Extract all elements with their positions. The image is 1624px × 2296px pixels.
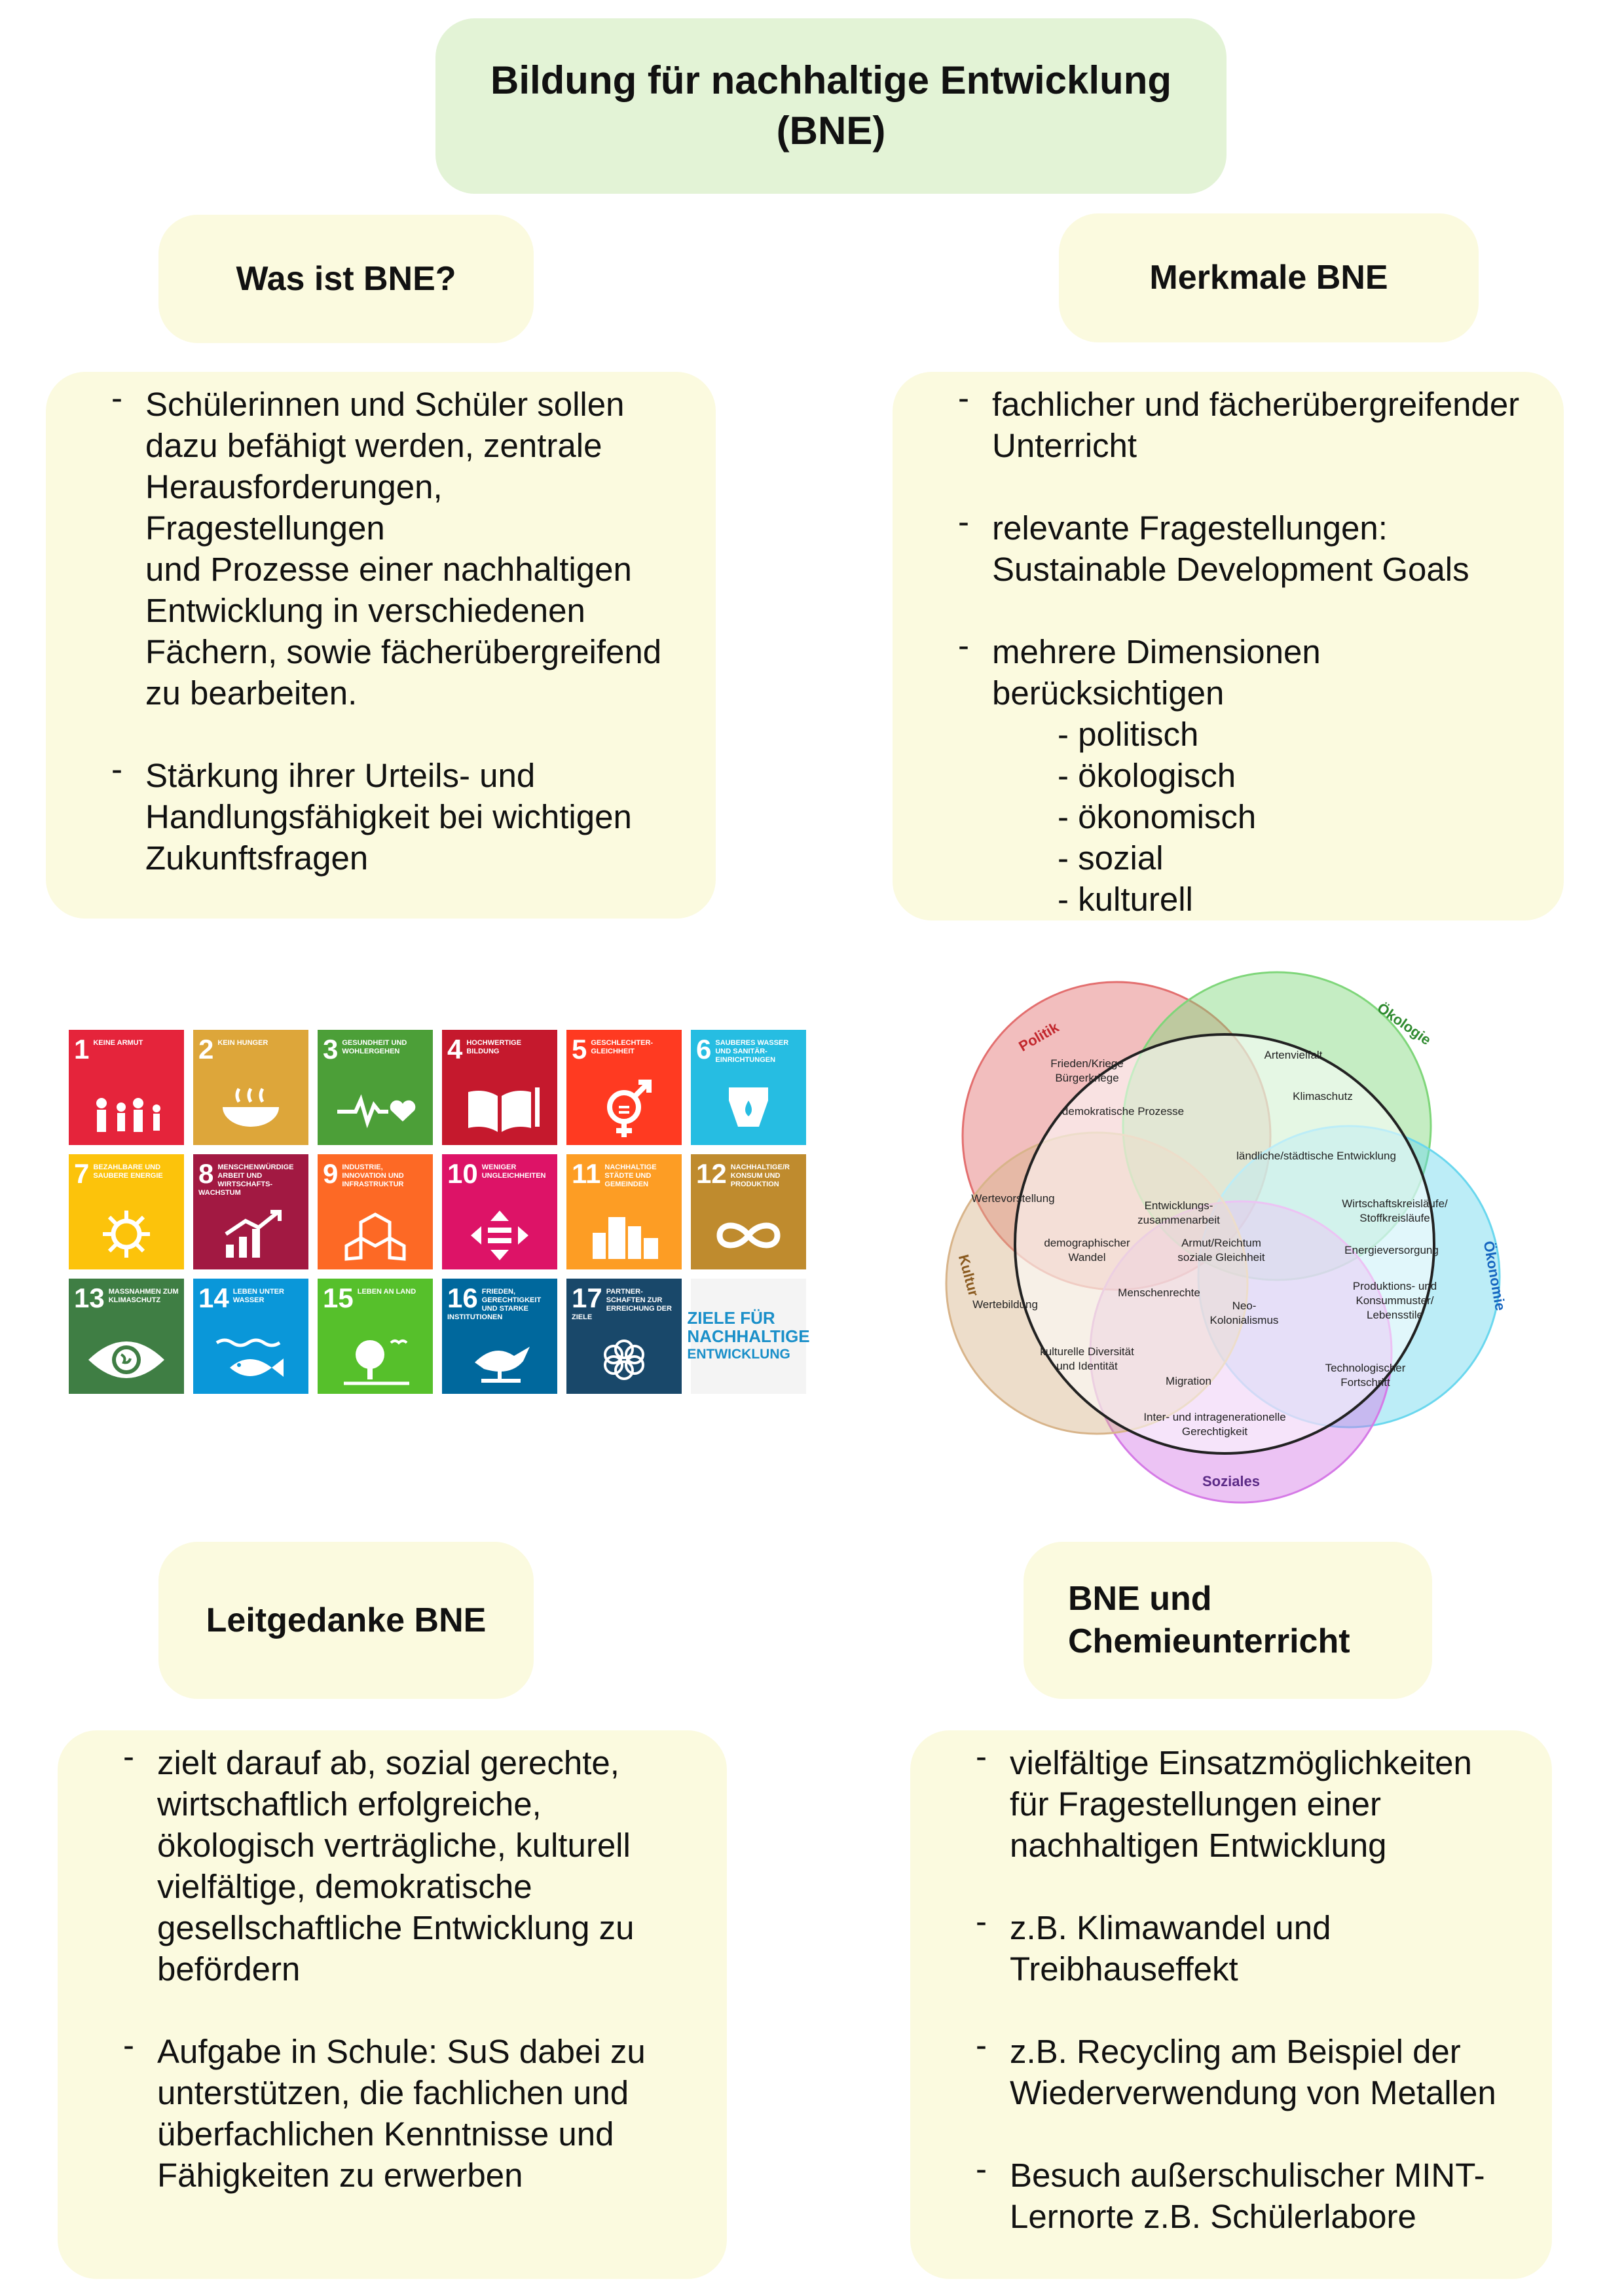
sdg-tile-number: 14 (198, 1283, 229, 1313)
topic-label: Bürgerkriege (1055, 1072, 1119, 1084)
dimension-label: Politik (1016, 1019, 1062, 1055)
flower-icon (566, 1279, 682, 1394)
sdg-tile-12 (691, 1154, 806, 1269)
list-item-line: - z.B. Klimawandel und (1010, 1909, 1331, 1946)
sdg-tile-4 (442, 1030, 557, 1145)
sdg-tile-number: 1 (74, 1034, 90, 1065)
list-leitgedanke-bne (84, 1742, 701, 2196)
cubes-icon (318, 1154, 433, 1269)
sdg-tile-label: FRIEDEN, GERECHTIGKEIT UND STARKE INSTITUTIONEN (447, 1288, 542, 1321)
sdg-tile-number: 13 (74, 1283, 105, 1313)
list-item (72, 384, 690, 714)
content-bne-chemie (910, 1730, 1552, 2279)
list-item-line: - fachlicher und fächerübergreifender (992, 386, 1520, 423)
heartbeat-icon (318, 1030, 433, 1145)
topic-label: ländliche/städtische Entwicklung (1236, 1150, 1396, 1162)
sdg-tile-label: NACHHALTIGE STÄDTE UND GEMEINDEN (604, 1163, 657, 1188)
list-item (84, 1742, 701, 1990)
list-item-line: gesellschaftliche Entwicklung zu (157, 1909, 635, 1946)
list-item-line: zu bearbeiten. (145, 674, 358, 712)
title-box (435, 18, 1227, 194)
list-item-line: Handlungsfähigkeit bei wichtigen (145, 798, 632, 835)
list-item-line: - Besuch außerschulischer MINT- (1010, 2157, 1485, 2194)
sdg-tile-label: SAUBERES WASSER UND SANITÄR-EINRICHTUNGEN (715, 1039, 789, 1064)
list-item-line: - mehrere Dimensionen (992, 633, 1321, 670)
sdg-tile-8 (193, 1154, 308, 1269)
list-item (936, 1907, 1526, 1990)
topic-label: Kolonialismus (1209, 1314, 1279, 1326)
dimension-label: Kultur (955, 1252, 982, 1298)
sdg-tile-number: 5 (572, 1034, 587, 1065)
topic-label: Migration (1166, 1375, 1211, 1387)
sdg-tile-13 (69, 1279, 184, 1394)
sdg-tile-10 (442, 1154, 557, 1269)
list-was-ist-bne (72, 384, 690, 879)
list-item-line: Wiederverwendung von Metallen (1010, 2074, 1496, 2111)
heading-merkmale-bne-label: Merkmale BNE (1149, 259, 1388, 297)
sdg-tile-number: 6 (696, 1034, 712, 1065)
dimension-label: Ökologie (1374, 999, 1435, 1049)
bowl-icon (193, 1030, 308, 1145)
sdg-tile-number: 15 (323, 1283, 354, 1313)
tree-icon (318, 1279, 433, 1394)
topic-label: Wertebildung (972, 1298, 1038, 1311)
list-item-line: Sustainable Development Goals (992, 551, 1469, 588)
list-item-line: wirtschaftlich erfolgreiche, (157, 1785, 542, 1823)
topic-label: Entwicklungs- (1144, 1199, 1213, 1212)
infinity-icon (691, 1154, 806, 1269)
list-item-line: befördern (157, 1950, 301, 1988)
topic-label: demokratische Prozesse (1061, 1105, 1185, 1118)
sdg-tile-label: MENSCHENWÜRDIGE ARBEIT UND WIRTSCHAFTS-WACHSTUM (198, 1163, 294, 1197)
sdg-tile-number: 8 (198, 1158, 214, 1189)
sdg-tile-5 (566, 1030, 682, 1145)
sdg-tile-label: GESCHLECHTER-GLEICHHEIT (591, 1039, 654, 1055)
sdg-tile-17 (566, 1279, 682, 1394)
heading-was-ist-bne (158, 215, 534, 343)
sdg-tile-label: LEBEN UNTER WASSER (232, 1288, 284, 1304)
heading-merkmale-bne (1059, 213, 1479, 342)
content-merkmale-bne (893, 372, 1564, 920)
list-item (919, 384, 1538, 466)
sdg-tile-label: KEIN HUNGER (217, 1039, 268, 1047)
fish-icon (193, 1279, 308, 1394)
list-item (72, 755, 690, 879)
water-icon (691, 1030, 806, 1145)
sdg-tile-label: GESUNDHEIT UND WOHLERGEHEN (342, 1039, 407, 1055)
sdg-tile-7 (69, 1154, 184, 1269)
topic-label: Wirtschaftskreisläufe/ (1342, 1197, 1448, 1210)
topic-label: Artenvielfalt (1264, 1049, 1323, 1061)
sdg-tile-number: 3 (323, 1034, 339, 1065)
sdg-tile-9 (318, 1154, 433, 1269)
dimension-item: - politisch (1058, 716, 1199, 753)
list-item (936, 1742, 1526, 1866)
topic-label: Wertevorstellung (971, 1192, 1055, 1205)
sdg-tile-label: INDUSTRIE, INNOVATION UND INFRASTRUKTUR (342, 1163, 404, 1188)
sdg-tile-2 (193, 1030, 308, 1145)
list-item-line: - Aufgabe in Schule: SuS dabei zu (157, 2033, 646, 2070)
sdg-tile-6 (691, 1030, 806, 1145)
list-item-line: Herausforderungen, Fragestellungen (145, 468, 443, 547)
list-item (919, 631, 1538, 920)
sdg-tile-label: BEZAHLBARE UND SAUBERE ENERGIE (93, 1163, 163, 1180)
heading-bne-chemie (1024, 1542, 1432, 1699)
list-item-line: Fächern, sowie fächerübergreifend (145, 633, 662, 670)
sdg-tile-11 (566, 1154, 682, 1269)
topic-label: Lebensstile (1366, 1309, 1424, 1321)
sdg-tile-3 (318, 1030, 433, 1145)
list-item (936, 2031, 1526, 2113)
book-icon (442, 1030, 557, 1145)
heading-leitgedanke-bne (158, 1542, 534, 1699)
topic-label: soziale Gleichheit (1177, 1251, 1265, 1264)
sdg-tile-label: PARTNER-SCHAFTEN ZUR ERREICHUNG DER ZIELE (572, 1288, 672, 1321)
heading-bne-chemie-line-1: BNE und (1068, 1580, 1212, 1618)
topic-label: Gerechtigkeit (1181, 1425, 1248, 1438)
list-item-line: Zukunftsfragen (145, 839, 369, 877)
topic-label: und Identität (1056, 1360, 1118, 1372)
family-icon (69, 1030, 184, 1145)
sdg-tile-number: 2 (198, 1034, 214, 1065)
heading-bne-chemie-line-2: Chemieunterricht (1068, 1622, 1350, 1660)
topic-label: Stoffkreisläufe (1359, 1212, 1430, 1224)
topic-label: Frieden/Kriege (1050, 1057, 1124, 1070)
page-title-line-2: (BNE) (776, 109, 886, 153)
list-item-line: vielfältige, demokratische (157, 1868, 532, 1905)
heading-leitgedanke-bne-label: Leitgedanke BNE (206, 1601, 487, 1639)
list-item-line: Fähigkeiten zu erwerben (157, 2157, 523, 2194)
topic-label: Klimaschutz (1293, 1090, 1353, 1102)
sdg-tile-label: WENIGER UNGLEICHHEITEN (481, 1163, 546, 1180)
list-item-line: dazu befähigt werden, zentrale (145, 427, 602, 464)
topic-label: kulturelle Diversität (1040, 1345, 1134, 1358)
dimension-item: - ökologisch (1058, 757, 1236, 794)
dove-icon (442, 1279, 557, 1394)
content-was-ist-bne (46, 372, 716, 919)
dimension-label: Ökonomie (1480, 1239, 1509, 1312)
list-item-line: ökologisch verträgliche, kulturell (157, 1827, 631, 1864)
sdg-tile-16 (442, 1279, 557, 1394)
list-item-line: - vielfältige Einsatzmöglichkeiten (1010, 1744, 1472, 1781)
sdg-tile-number: 16 (447, 1283, 478, 1313)
sdg-tile-label: KEINE ARMUT (93, 1039, 143, 1047)
list-item-line: - relevante Fragestellungen: (992, 509, 1388, 547)
dimension-item: - sozial (1058, 839, 1164, 877)
sun-icon (69, 1154, 184, 1269)
list-bne-chemie (936, 1742, 1526, 2237)
list-item (84, 2031, 701, 2196)
list-merkmale-bne (919, 384, 1538, 920)
sdg-tile-15 (318, 1279, 433, 1394)
content-leitgedanke-bne (58, 1730, 727, 2279)
heading-was-ist-bne-label: Was ist BNE? (236, 259, 456, 298)
list-item-line: und Prozesse einer nachhaltigen (145, 551, 632, 588)
topic-label: Fortschritt (1340, 1376, 1390, 1389)
sdg-logo-tile (687, 1279, 810, 1394)
sdg-tile-number: 7 (74, 1158, 90, 1189)
topic-label: Menschenrechte (1118, 1286, 1200, 1299)
gender-icon (566, 1030, 682, 1145)
list-item-line: - z.B. Recycling am Beispiel der (1010, 2033, 1461, 2070)
sdg-tile-1 (69, 1030, 184, 1145)
sdg-logo-line-1: ZIELE FÜR (687, 1308, 775, 1328)
list-item-line: nachhaltigen Entwicklung (1010, 1827, 1387, 1864)
sdg-logo-line-3: ENTWICKLUNG (687, 1347, 790, 1362)
sdg-tile-number: 4 (447, 1034, 463, 1065)
sdg-tile-label: MASSNAHMEN ZUM KLIMASCHUTZ (108, 1288, 179, 1304)
list-item (936, 2155, 1526, 2237)
topic-label: Inter- und intragenerationelle (1143, 1411, 1286, 1423)
sdg-logo-line-2: NACHHALTIGE (687, 1326, 810, 1346)
eye-globe-icon (69, 1279, 184, 1394)
sdg-tile-label: NACHHALTIGE/R KONSUM UND PRODUKTION (730, 1163, 790, 1188)
sdg-tile-14 (193, 1279, 308, 1394)
dimension-label: Soziales (1202, 1473, 1261, 1489)
topic-label: zusammenarbeit (1137, 1214, 1220, 1226)
growth-chart-icon (193, 1154, 308, 1269)
list-item-line: unterstützen, die fachlichen und (157, 2074, 629, 2111)
sdg-tile-label: HOCHWERTIGE BILDUNG (466, 1039, 522, 1055)
dimension-item: - ökonomisch (1058, 798, 1257, 835)
list-item-line: - zielt darauf ab, sozial gerechte, (157, 1744, 619, 1781)
sdg-tile-number: 12 (696, 1158, 727, 1189)
topic-label: demographischer (1044, 1237, 1130, 1249)
list-item-line: Lernorte z.B. Schülerlabore (1010, 2198, 1416, 2235)
list-item-line: überfachlichen Kenntnisse und (157, 2115, 614, 2153)
topic-label: Wandel (1068, 1251, 1106, 1264)
list-item-line: Treibhauseffekt (1010, 1950, 1238, 1988)
city-icon (566, 1154, 682, 1269)
sdg-grid (69, 1030, 810, 1398)
topic-label: Technologischer (1325, 1362, 1406, 1374)
sdg-tile-number: 17 (572, 1283, 602, 1313)
topic-label: Neo- (1232, 1300, 1257, 1312)
list-item-line: Entwicklung in verschiedenen (145, 592, 585, 629)
list-item-line: - Schülerinnen und Schüler sollen (145, 386, 625, 423)
page-title-line-1: Bildung für nachhaltige Entwicklung (490, 58, 1172, 103)
dimension-item: - kulturell (1058, 881, 1193, 918)
bne-dimensions-diagram (936, 969, 1526, 1506)
sdg-tile-label: LEBEN AN LAND (357, 1288, 416, 1296)
list-item-line: für Fragestellungen einer (1010, 1785, 1382, 1823)
topic-label: Energieversorgung (1344, 1244, 1439, 1256)
topic-label: Produktions- und (1352, 1280, 1437, 1292)
list-item-line: Unterricht (992, 427, 1137, 464)
list-item-line: berücksichtigen (992, 674, 1225, 712)
list-item (919, 507, 1538, 590)
equal-arrows-icon (442, 1154, 557, 1269)
topic-label: Armut/Reichtum (1181, 1237, 1261, 1249)
sdg-tile-number: 9 (323, 1158, 339, 1189)
sdg-tile-number: 10 (447, 1158, 478, 1189)
sdg-tile-number: 11 (572, 1158, 601, 1189)
topic-label: Konsummuster/ (1356, 1294, 1434, 1307)
list-item-line: - Stärkung ihrer Urteils- und (145, 757, 536, 794)
